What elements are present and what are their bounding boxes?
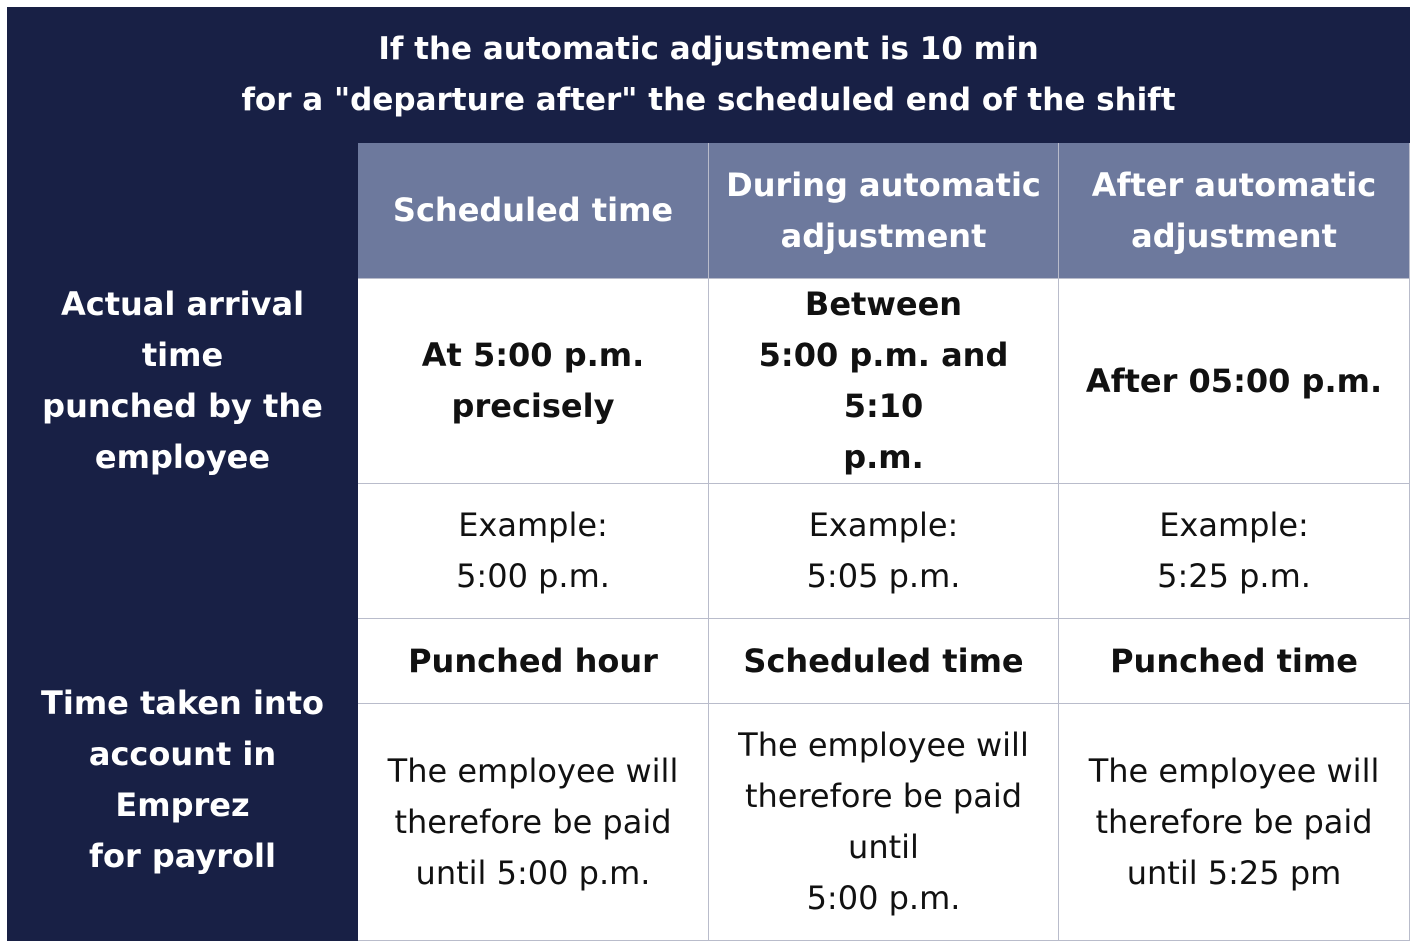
- payroll-result-line: until: [848, 828, 919, 866]
- arrival-condition-cell-scheduled: [358, 279, 709, 484]
- arrival-condition-line: After 05:00 p.m.: [1085, 361, 1383, 400]
- payroll-basis-cell-during: Scheduled time: [709, 619, 1059, 704]
- row-label-payroll-line: Time taken into: [41, 683, 324, 722]
- payroll-basis-cell-scheduled: Punched hour: [358, 619, 709, 704]
- table-title-line-1: If the automatic adjustment is 10 min: [378, 31, 1039, 67]
- payroll-result-line: The employee will: [1088, 751, 1380, 790]
- payroll-result-line: until 5:25 pm: [1126, 853, 1342, 892]
- row-label-payroll-line: account in Emprez: [88, 734, 277, 824]
- example-line: Example:: [458, 506, 608, 544]
- example-cell-after: [1059, 484, 1410, 619]
- payroll-result-line: therefore be paid: [744, 777, 1023, 815]
- payroll-result-cell-after: [1059, 704, 1410, 941]
- arrival-condition-line: precisely: [451, 387, 615, 425]
- arrival-condition-line: p.m.: [843, 438, 924, 476]
- table-title: [8, 8, 1410, 143]
- example-line: 5:25 p.m.: [1157, 557, 1311, 595]
- table-title-line-2: for a "departure after" the scheduled end of the shift: [241, 82, 1176, 118]
- column-header-line: adjustment: [780, 216, 987, 255]
- payroll-result-line: therefore be paid: [394, 802, 672, 841]
- row-label-arrival-line: punched by the: [42, 386, 323, 425]
- row-label-payroll: [8, 619, 358, 941]
- payroll-basis-cell-after: Punched time: [1059, 619, 1410, 704]
- example-line: 5:00 p.m.: [456, 557, 610, 595]
- payroll-result-line: therefore be paid: [1095, 802, 1373, 841]
- arrival-condition-line: 5:00 p.m. and 5:10: [758, 336, 1009, 425]
- column-header-line: During automatic: [726, 165, 1041, 204]
- payroll-result-line: The employee will: [387, 751, 679, 790]
- row-label-arrival-line: Actual arrival time: [60, 284, 305, 374]
- payroll-adjustment-table: [7, 7, 1410, 941]
- column-header-after-adjustment: [1059, 143, 1410, 279]
- row-label-payroll-line: for payroll: [89, 836, 276, 875]
- arrival-condition-line: At 5:00 p.m.: [421, 336, 645, 374]
- arrival-condition-line: Between: [804, 285, 963, 323]
- example-line: 5:05 p.m.: [806, 557, 961, 595]
- arrival-condition-cell-after: [1059, 279, 1410, 484]
- column-header-during-adjustment: [709, 143, 1059, 279]
- column-header-line: adjustment: [1131, 216, 1337, 255]
- example-line: Example:: [1159, 506, 1309, 544]
- example-cell-scheduled: [358, 484, 709, 619]
- payroll-result-line: until 5:00 p.m.: [415, 853, 651, 892]
- example-line: Example:: [808, 506, 959, 544]
- example-cell-during: [709, 484, 1059, 619]
- payroll-result-line: The employee will: [738, 726, 1029, 764]
- payroll-result-cell-during: [709, 704, 1059, 941]
- payroll-result-cell-scheduled: [358, 704, 709, 941]
- row-label-arrival: [8, 143, 358, 619]
- payroll-result-line: 5:00 p.m.: [806, 879, 961, 917]
- column-header-scheduled-time: [358, 143, 709, 279]
- row-label-arrival-line: employee: [94, 437, 271, 476]
- column-header-line: Scheduled time: [392, 191, 674, 229]
- arrival-condition-cell-during: [709, 279, 1059, 484]
- column-header-line: After automatic: [1091, 165, 1377, 204]
